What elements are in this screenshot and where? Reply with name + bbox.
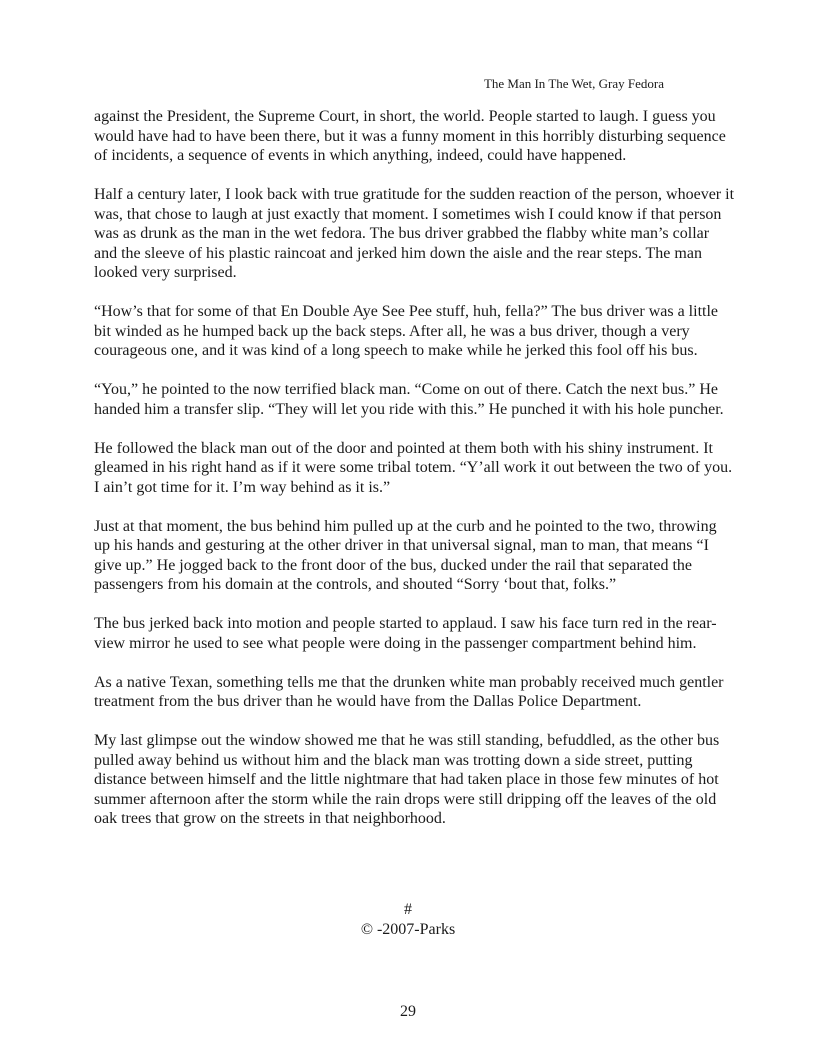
end-matter [0, 900, 816, 939]
paragraph: Just at that moment, the bus behind him pulled up at the curb and he pointed to the two, throwing up his hands and gesturing at the other driver in that universal signal, man to man, that means “I give up.” He jogged back to the front door of the bus, ducked under the rail that separated the passengers from his domain at the controls, and shouted “Sorry ‘bout that, folks.” [94, 517, 717, 593]
paragraph: Half a century later, I look back with true gratitude for the sudden reaction of the person, whoever it was, that chose to laugh at just exactly that moment. I sometimes wish I could know if that person was as drunk as the man in the wet fedora. The bus driver grabbed the flabby white man’s collar and the sleeve of his plastic raincoat and jerked him down the aisle and the rear steps. The man looked very surprised. [94, 186, 735, 281]
running-header-title: The Man In The Wet, Gray Fedora [483, 76, 664, 91]
paragraph: As a native Texan, something tells me that the drunken white man probably received much gentler treatment from the bus driver than he would have from the Dallas Police Department. [94, 673, 724, 710]
page-number: 29 [400, 1003, 416, 1020]
paragraph: My last glimpse out the window showed me that he was still standing, befuddled, as the other bus pulled away behind us without him and the black man was trotting down a side street, putting distance between himself and the little nightmare that had taken place in those few minutes of hot summer afternoon after the storm while the rain drops were still dripping off the leaves of the old oak trees that grow on the streets in that neighborhood. [94, 732, 720, 827]
paragraph: The bus jerked back into motion and people started to applaud. I saw his face turn red in the rear-view mirror he used to see what people were doing in the passenger compartment behind him. [94, 615, 717, 652]
paragraph: against the President, the Supreme Court, in short, the world. People started to laugh. I guess you would have had to have been there, but it was a funny moment in this horribly disturbing sequence of incidents, a sequence of events in which anything, indeed, could have happened. [94, 108, 726, 164]
body-text [94, 107, 734, 848]
paragraph: He followed the black man out of the door and pointed at them both with his shiny instrument. It gleamed in his right hand as if it were some tribal totem. “Y’all work it out between the two of you. I ain’t got time for it. I’m way behind as it is.” [94, 439, 733, 496]
section-separator: # [404, 901, 412, 918]
copyright-notice: © -2007-Parks [360, 920, 456, 938]
paragraph: “You,” he pointed to the now terrified black man. “Come on out of there. Catch the next bus.” He handed him a transfer slip. “They will let you ride with this.” He punched it with his hole puncher. [94, 381, 724, 418]
paragraph: “How’s that for some of that En Double Aye See Pee stuff, huh, fella?” The bus driver was a little bit winded as he humped back up the back steps. After all, he was a bus driver, though a very courageous one, and it was kind of a long speech to make while he jerked this fool off his bus. [94, 303, 718, 359]
